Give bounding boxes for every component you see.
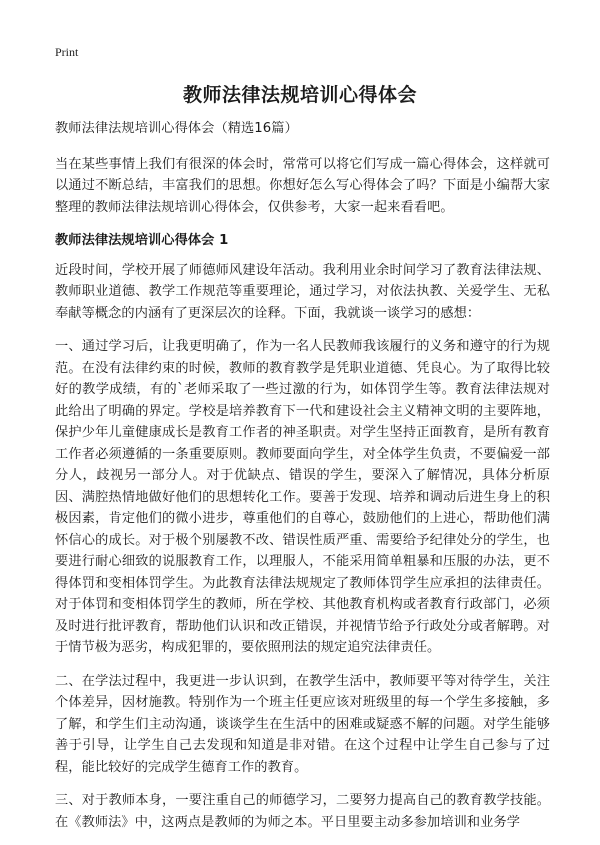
page-title: 教师法律法规培训心得体会 [182, 84, 417, 106]
document-body [55, 118, 550, 845]
paragraph-1: 近段时间，学校开展了师德师风建设年活动。我利用业余时间学习了教育法律法规、教师职业道德、教学工作规范等重要理论，通过学习，对依法执教、关爱学生、无私奉献等概念的内涵有了更深层次的诠释。下面，我就谈一谈学习的感想： [55, 262, 550, 321]
print-label: Print [55, 45, 79, 59]
subtitle: 教师法律法规培训心得体会（精选16篇） [55, 121, 298, 136]
paragraph-2: 一、通过学习后，让我更明确了，作为一名人民教师我该履行的义务和遵守的行为规范。在没有法律约束的时候，教师的教育教学是凭职业道德、凭良心。为了取得比较好的教学成绩，有的`老师采取了一些过激的行为，如体罚学生等。教育法律法规对此给出了明确的界定。学校是培养教育下一代和建设社会主义精神文明的主要阵地，保护少年儿童健康成长是教育工作者的神圣职责。对学生坚持正面教育，是所有教育工作者必须遵循的一条重要原则。教师要面向学生，对全体学生负责，不要偏爱一部分人，歧视另一部分人。对于优缺点、错误的学生，要深入了解情况，具体分析原因、满腔热情地做好他们的思想转化工作。要善于发现、培养和调动后进生身上的积极因素，肯定他们的微小进步，尊重他们的自尊心，鼓励他们的上进心，帮助他们满怀信心的成长。对于极个别屡教不改、错误性质严重、需要给予纪律处分的学生，也要进行耐心细致的说服教育工作，以理服人，不能采用简单粗暴和压服的办法，更不得体罚和变相体罚学生。为此教育法律法规规定了教师体罚学生应承担的法律责任。对于体罚和变相体罚学生的教师，所在学校、其他教育机构或者教育行政部门，必须及时进行批评教育，帮助他们认识和改正错误，并视情节给予行政处分或者解聘。对于情节极为恶劣，构成犯罪的，要依照刑法的规定追究法律责任。 [55, 339, 550, 655]
intro-paragraph: 当在某些事情上我们有很深的体会时，常常可以将它们写成一篇心得体会，这样就可以通过不断总结，丰富我们的思想。你想好怎么写心得体会了吗？下面是小编帮大家整理的教师法律法规培训心得体会，仅供参考，大家一起来看看吧。 [55, 156, 550, 215]
paragraph-4: 三、对于教师本身，一要注重自己的师德学习，二要努力提高自己的教育教学技能。在《教师法》中，这两点是教师的为师之本。平日里要主动多参加培训和业务学 [55, 793, 550, 830]
paragraph-3: 二、在学法过程中，我更进一步认识到，在教学生活中，教师要平等对待学生，关注个体差异，因材施教。特别作为一个班主任更应该对班级里的每一个学生多接触，多了解，和学生们主动沟通，谈谈学生在生活中的困难或疑惑不解的问题。对学生能够善于引导，让学生自己去发现和知道是非对错。在这个过程中让学生自己参与了过程，能比较好的完成学生德育工作的教育。 [55, 673, 550, 775]
section-heading: 教师法律法规培训心得体会 1 [55, 233, 229, 248]
